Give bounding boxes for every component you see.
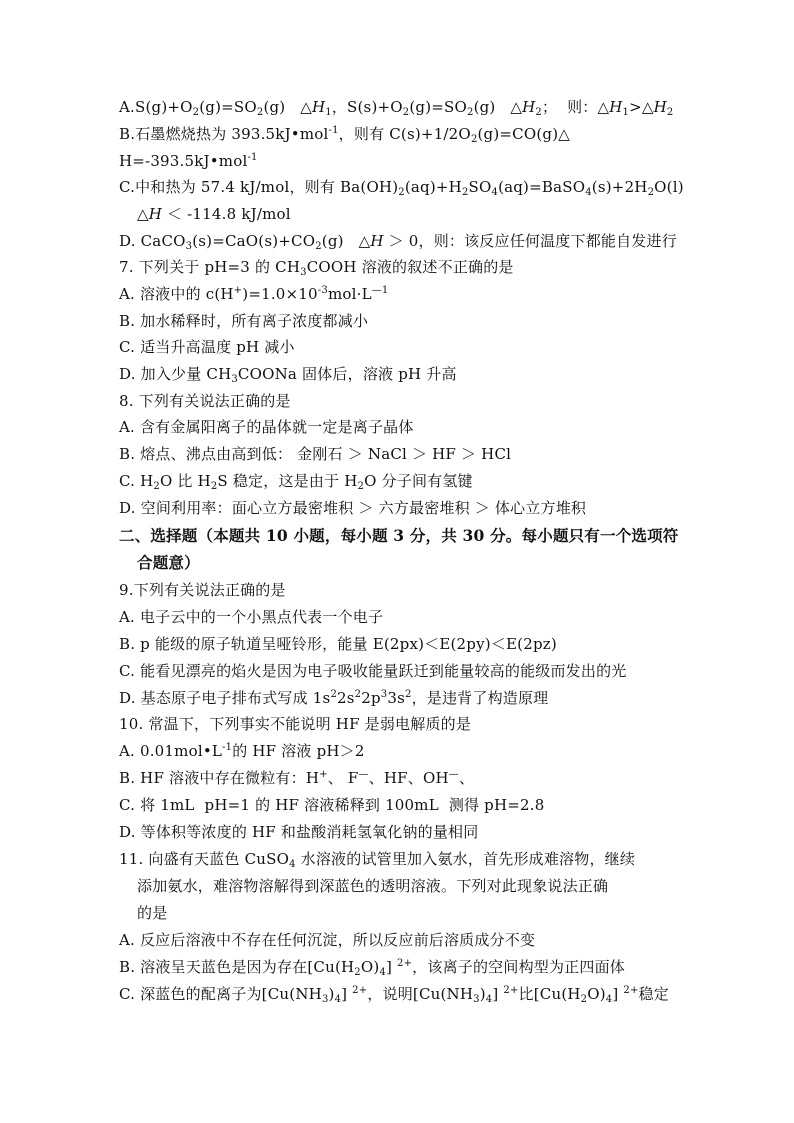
text-line: C. $H_2O$ 比 $H_2S$ 稳定，这是由于 $H_2O$ 分子间有氢键	[119, 472, 473, 492]
text-line: B. 溶液呈天蓝色是因为存在$[Cu(H_2O)_4]$ $^{2+}$，该离子的空间构型为正四面体	[119, 958, 625, 978]
text-line: 8. 下列有关说法正确的是	[119, 392, 291, 410]
section-heading-line: 二、选择题（本题共 10 小题，每小题 3 分，共 30 分。每小题只有一个选项符	[119, 526, 679, 545]
text-line: A. 反应后溶液中不存在任何沉淀，所以反应前后溶质成分不变	[119, 931, 536, 949]
text-line: D. $CaCO_3(s)=CaO(s)+CO_2(g)$ △H ＞ 0，则：该反应任何温度下都能自发进行	[119, 232, 677, 252]
section-heading-line: 合题意）	[137, 553, 200, 572]
text-line: C. 深蓝色的配离子为$[Cu(NH_3)_4]$ $^{2+}$，说明$[Cu(NH_3)_4]$ $^{2+}$比$[Cu(H_2O)_4]$ $^{2+}$稳定	[119, 985, 669, 1005]
text-line: D. 等体积等浓度的 HF 和盐酸消耗氢氧化钠的量相同	[119, 823, 479, 841]
text-line: A. 电子云中的一个小黑点代表一个电子	[119, 608, 384, 626]
text-line: B. 熔点、沸点由高到低： 金刚石 ＞ NaCl ＞ HF ＞ HCl	[119, 445, 512, 463]
text-line: C.中和热为 57.4 kJ/mol，则有 $Ba(OH)_2(aq)+H_2SO_4(aq)=BaSO_4(s)+2H_2O(l)$	[119, 178, 684, 198]
text-line: 9.下列有关说法正确的是	[119, 581, 286, 599]
text-line: 添加氨水，难溶物溶解得到深蓝色的透明溶液。下列对此现象说法正确	[137, 877, 609, 895]
text-line: B. HF 溶液中存在微粒有：H+、 F—、HF、OH—、	[119, 769, 475, 787]
text-line: H=-393.5kJ•mol$^{-1}$	[119, 152, 258, 170]
text-line: 的是	[137, 904, 168, 922]
text-line: $A.S(g)+O_2(g)=SO_2(g)$ $\triangle H_1$，$S(s)+O_2(g)=SO_2(g)$ $\triangle H_2$； 则：$\triangle H_1>\triangle H_2$	[119, 98, 674, 118]
text-line: B.石墨燃烧热为 393.5kJ•mol$^{-1}$，则有 $C(s)+1/2O_2(g)=CO(g)\triangle$	[119, 125, 570, 145]
text-line: C. 能看见漂亮的焰火是因为电子吸收能量跃迁到能量较高的能级而发出的光	[119, 662, 627, 680]
text-line: B. p 能级的原子轨道呈哑铃形，能量 E(2px)＜E(2py)＜E(2pz)	[119, 635, 557, 653]
text-line: △H ＜ -114.8 kJ/mol	[137, 205, 291, 223]
text-line: D. 加入少量 $CH_3COONa$ 固体后，溶液 pH 升高	[119, 365, 457, 385]
text-line: D. 空间利用率：面心立方最密堆积 ＞ 六方最密堆积 ＞ 体心立方堆积	[119, 499, 587, 517]
text-line: A. 溶液中的 $c(H^+)=1.0\times 10^{-3}mol\cdot L^{—1}$	[119, 285, 389, 303]
text-line: C. 将 1mL pH=1 的 HF 溶液稀释到 100mL 测得 pH=2.8	[119, 796, 545, 814]
text-line: 11. 向盛有天蓝色 CuSO$_4$ 水溶液的试管里加入氨水，首先形成难溶物，继续	[119, 850, 636, 870]
text-line: B. 加水稀释时，所有离子浓度都减小	[119, 312, 369, 330]
text-line: C. 适当升高温度 pH 减小	[119, 338, 295, 356]
text-line: 10. 常温下，下列事实不能说明 HF 是弱电解质的是	[119, 715, 472, 733]
text-line: D. 基态原子电子排布式写成 $1s^22s^22p^33s^2$，是违背了构造原理	[119, 689, 549, 707]
text-line: A. $0.01mol•L^{-1}$的 HF 溶液 pH＞2	[119, 742, 365, 760]
text-line: 7. 下列关于 pH=3 的 $CH_3COOH$ 溶液的叙述不正确的是	[119, 258, 514, 278]
text-line: A. 含有金属阳离子的晶体就一定是离子晶体	[119, 418, 414, 436]
